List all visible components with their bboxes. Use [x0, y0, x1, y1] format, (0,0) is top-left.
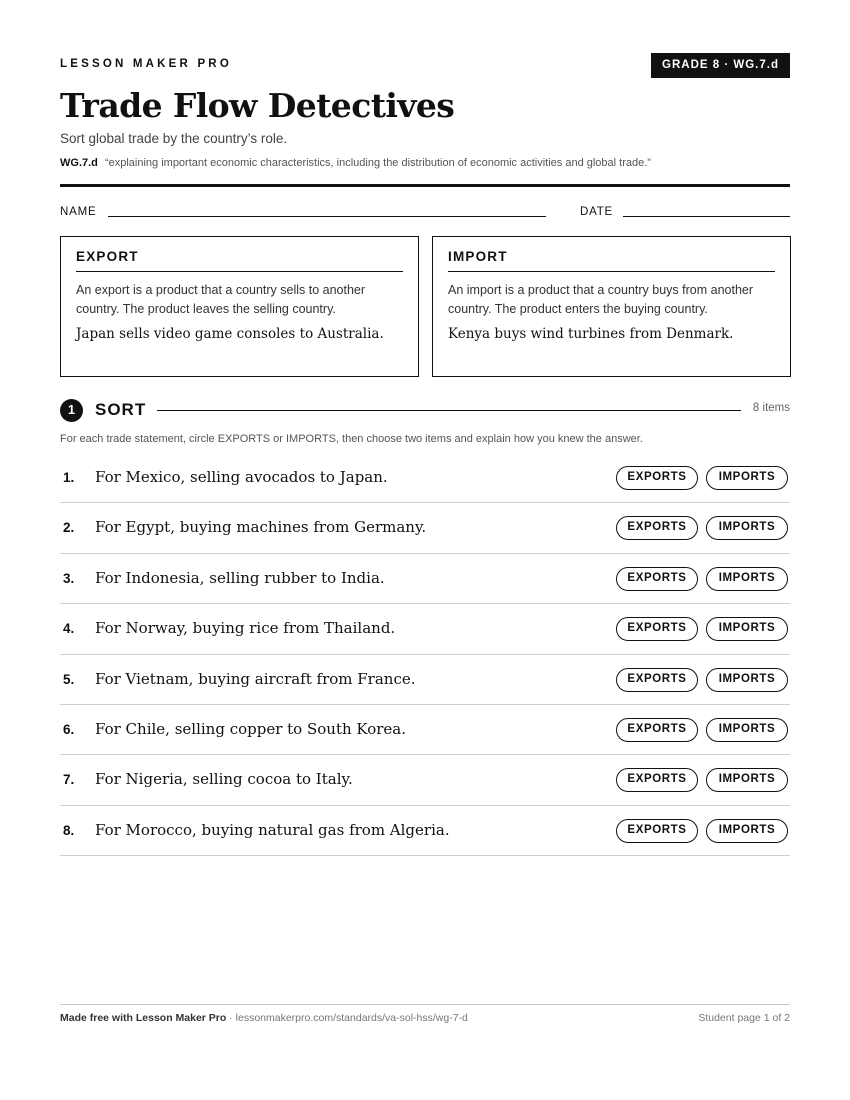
item-number: 5. [63, 671, 75, 687]
imports-choice-button[interactable]: IMPORTS [706, 718, 788, 742]
item-number: 3. [63, 570, 75, 586]
import-example: Kenya buys wind turbines from Denmark. [448, 326, 734, 342]
exports-choice-button[interactable]: EXPORTS [616, 466, 698, 490]
item-number: 4. [63, 621, 75, 637]
exports-choice-button[interactable]: EXPORTS [616, 718, 698, 742]
exports-choice-button[interactable]: EXPORTS [616, 819, 698, 843]
export-example: Japan sells video game consoles to Australia. [76, 326, 384, 342]
exports-choice-button[interactable]: EXPORTS [616, 567, 698, 591]
name-label: NAME [60, 206, 97, 218]
imports-choice-button[interactable]: IMPORTS [706, 819, 788, 843]
footer-page-number: Student page 1 of 2 [698, 1012, 790, 1024]
standard-reference [60, 157, 651, 169]
section-divider [157, 410, 741, 411]
list-item [60, 806, 790, 856]
name-field[interactable] [108, 216, 546, 217]
list-item [60, 705, 790, 755]
item-statement: For Chile, selling copper to South Korea. [95, 719, 406, 738]
standard-text: “explaining important economic characteristics, including the distribution of economic activities and global trade.” [104, 157, 651, 169]
import-heading: IMPORT [448, 249, 775, 272]
imports-choice-button[interactable]: IMPORTS [706, 668, 788, 692]
imports-choice-button[interactable]: IMPORTS [706, 768, 788, 792]
footer-divider [60, 1004, 790, 1005]
imports-choice-button[interactable]: IMPORTS [706, 516, 788, 540]
list-item [60, 655, 790, 705]
footer-url: · lessonmakerpro.com/standards/va-sol-hss/wg-7-d [226, 1012, 468, 1024]
item-statement: For Indonesia, selling rubber to India. [95, 568, 385, 587]
imports-choice-button[interactable]: IMPORTS [706, 567, 788, 591]
item-number: 1. [63, 470, 75, 485]
exports-choice-button[interactable]: EXPORTS [616, 668, 698, 692]
section-item-count: 8 items [752, 402, 790, 414]
standard-code: WG.7.d [60, 157, 98, 169]
section-instructions: For each trade statement, circle EXPORTS or IMPORTS, then choose two items and explain how you knew the answer. [60, 433, 643, 445]
item-statement: For Vietnam, buying aircraft from France. [95, 669, 416, 688]
footer-credit [60, 1012, 468, 1024]
export-definition-box [60, 236, 419, 377]
item-number: 7. [63, 772, 75, 788]
import-definition-box [432, 236, 791, 377]
exports-choice-button[interactable]: EXPORTS [616, 617, 698, 641]
header-divider [60, 184, 790, 187]
item-number: 6. [63, 721, 75, 737]
list-item [60, 503, 790, 553]
import-definition: An import is a product that a country buys from another country. The product enters the buying country. [448, 283, 754, 316]
brand-name: LESSON MAKER PRO [60, 58, 232, 70]
item-statement: For Morocco, buying natural gas from Algeria. [95, 820, 450, 839]
item-statement: For Nigeria, selling cocoa to Italy. [95, 770, 353, 789]
sort-items-list [60, 453, 790, 856]
list-item [60, 755, 790, 805]
worksheet-page [60, 0, 790, 1100]
exports-choice-button[interactable]: EXPORTS [616, 516, 698, 540]
item-statement: For Norway, buying rice from Thailand. [95, 619, 396, 638]
item-number: 2. [63, 520, 75, 536]
imports-choice-button[interactable]: IMPORTS [706, 617, 788, 641]
date-label: DATE [580, 206, 614, 218]
section-number-badge: 1 [60, 399, 83, 422]
item-statement: For Egypt, buying machines from Germany. [95, 518, 427, 537]
footer-made-with: Made free with Lesson Maker Pro [60, 1012, 227, 1024]
item-number: 8. [63, 822, 75, 838]
section-title: SORT [95, 400, 147, 419]
page-subtitle: Sort global trade by the country’s role. [60, 131, 288, 146]
item-statement: For Mexico, selling avocados to Japan. [95, 468, 388, 486]
date-field[interactable] [623, 216, 790, 217]
imports-choice-button[interactable]: IMPORTS [706, 466, 788, 490]
grade-badge: GRADE 8 · WG.7.d [651, 53, 790, 78]
list-item [60, 453, 790, 503]
page-title: Trade Flow Detectives [60, 86, 455, 125]
exports-choice-button[interactable]: EXPORTS [616, 768, 698, 792]
export-definition: An export is a product that a country sells to another country. The product leaves the selling country. [76, 283, 366, 316]
list-item [60, 554, 790, 604]
list-item [60, 604, 790, 654]
export-heading: EXPORT [76, 249, 403, 272]
